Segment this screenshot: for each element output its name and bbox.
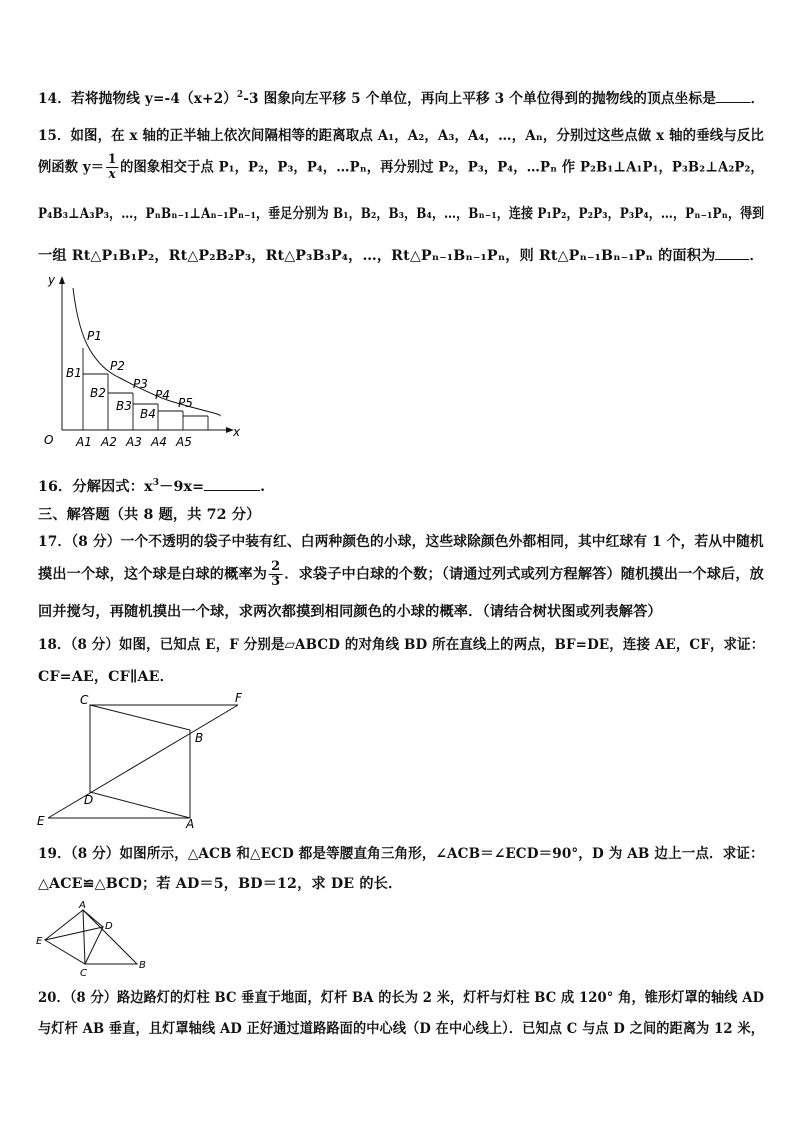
question-14 bbox=[38, 88, 764, 108]
question-19-line-1: 19．（8 分）如图所示，△ACB 和△ECD 都是等腰直角三角形，∠ACB＝∠ECD＝90°，D 为 AB 边上一点．求证： bbox=[38, 846, 764, 862]
q14-text-2: -3 图象向左平移 5 个单位，再向上平移 3 个单位得到的抛物线的顶点坐标是 bbox=[243, 91, 717, 107]
question-17-line-1: 17．（8 分）一个不透明的袋子中装有红、白两种颜色的小球，这些球除颜色外都相同，其中红球有 1 个，若从中随机 bbox=[38, 534, 764, 550]
answer-blank-14[interactable] bbox=[716, 90, 751, 103]
label-e: E bbox=[37, 814, 45, 828]
label-d: D bbox=[84, 793, 94, 807]
label-d: D bbox=[105, 921, 113, 932]
label-b: B bbox=[139, 960, 146, 971]
q15-end: ． bbox=[749, 248, 764, 264]
answer-blank-15[interactable] bbox=[715, 247, 749, 260]
label-p1: P1 bbox=[87, 329, 102, 343]
q16-end: . bbox=[260, 479, 266, 495]
question-16 bbox=[38, 476, 265, 496]
figure-19-triangles bbox=[35, 900, 155, 978]
question-18-line-2: CF=AE，CF∥AE． bbox=[38, 669, 174, 685]
label-a3: A3 bbox=[126, 435, 142, 449]
q15-text-a: 例函数 y＝ bbox=[38, 159, 105, 176]
question-20-line-2: 与灯杆 AB 垂直，且灯罩轴线 AD 正好通过道路路面的中心线（D 在中心线上）．已知点 C 与点 D 之间的距离为 12 米， bbox=[38, 1021, 765, 1037]
line-ef bbox=[48, 705, 238, 818]
question-15-line-1: 15．如图，在 x 轴的正半轴上依次间隔相等的距离取点 A₁，A₂，A₃，A₄，…，Aₙ，分别过这些点做 x 轴的垂线与反比 bbox=[38, 128, 764, 144]
fraction-numerator: 1 bbox=[107, 152, 117, 167]
label-f: F bbox=[235, 691, 242, 705]
parallelogram-abcd bbox=[90, 705, 190, 818]
fraction-denominator: x bbox=[108, 167, 116, 182]
q15-text-4: 一组 Rt△P₁B₁P₂，Rt△P₂B₂P₃，Rt△P₃B₃P₄，…，Rt△Pₙ₋₁Bₙ₋₁Pₙ，则 Rt△Pₙ₋₁Bₙ₋₁Pₙ 的面积为 bbox=[38, 248, 716, 264]
label-a: A bbox=[79, 900, 86, 911]
q14-text: 14．若将抛物线 y=-4（x+2） bbox=[38, 91, 238, 107]
question-15-line-2 bbox=[38, 153, 764, 182]
q16-text-b: －9x= bbox=[159, 479, 205, 495]
q16-exponent: 3 bbox=[152, 478, 160, 488]
segment-ad bbox=[83, 910, 103, 927]
question-19-line-2: △ACE≌△BCD；若 AD＝5，BD＝12，求 DE 的长． bbox=[38, 876, 403, 892]
fraction-numerator: 2 bbox=[271, 559, 281, 574]
answer-blank-16[interactable] bbox=[204, 478, 260, 491]
label-b3: B3 bbox=[116, 399, 132, 413]
label-a2: A2 bbox=[101, 435, 117, 449]
y-axis-arrow-icon bbox=[59, 276, 65, 284]
q17-text-a: 摸出一个球，这个球是白球的概率为 bbox=[38, 566, 268, 583]
question-15-line-4 bbox=[38, 245, 764, 265]
label-c: C bbox=[80, 968, 87, 978]
q17-text-b: ．求袋子中白球的个数；（请通过列式或列方程解答）随机摸出一个球后，放 bbox=[284, 566, 764, 583]
label-a: A bbox=[186, 817, 195, 830]
fraction-denominator: 3 bbox=[271, 574, 281, 589]
label-p3: P3 bbox=[133, 377, 148, 391]
label-p4: P4 bbox=[155, 388, 170, 402]
origin-label: O bbox=[44, 433, 54, 447]
q14-exponent: 2 bbox=[237, 90, 244, 100]
label-e: E bbox=[36, 936, 43, 947]
figure-15-hyperbola-graph bbox=[40, 270, 250, 455]
question-17-line-2 bbox=[38, 560, 764, 589]
figure-18-parallelogram bbox=[30, 690, 260, 830]
fraction-1-over-x bbox=[106, 153, 118, 182]
label-b4: B4 bbox=[140, 407, 156, 421]
label-a5: A5 bbox=[176, 435, 192, 449]
y-axis-label: y bbox=[48, 273, 56, 287]
label-c: C bbox=[80, 693, 89, 707]
q15-text-b: 的图象相交于点 P₁，P₂，P₃，P₄，…Pₙ，再分别过 P₂，P₃，P₄，…Pₙ 作 P₂B₁⊥A₁P₁，P₃B₂⊥A₂P₂， bbox=[120, 159, 764, 176]
label-b: B bbox=[195, 731, 204, 745]
label-b1: B1 bbox=[66, 366, 82, 380]
question-20-line-1: 20．（8 分）路边路灯的灯柱 BC 垂直于地面，灯杆 BA 的长为 2 米，灯杆与灯柱 BC 成 120° 角，锥形灯罩的轴线 AD bbox=[38, 990, 765, 1006]
q14-end: ． bbox=[750, 91, 765, 107]
x-axis-label: x bbox=[233, 425, 241, 439]
fraction-2-over-3 bbox=[269, 560, 282, 589]
label-a1: A1 bbox=[76, 435, 92, 449]
section-3-heading: 三、解答题（共 8 题，共 72 分） bbox=[38, 507, 261, 523]
label-a4: A4 bbox=[151, 435, 167, 449]
question-18-line-1: 18．（8 分）如图，已知点 E，F 分别是▱ABCD 的对角线 BD 所在直线上的两点，BF=DE，连接 AE，CF，求证： bbox=[38, 637, 765, 653]
label-b2: B2 bbox=[90, 386, 106, 400]
question-15-line-3: P₄B₃⊥A₃P₃，…，PₙBₙ₋₁⊥Aₙ₋₁Pₙ₋₁，垂足分别为 B₁，B₂，B₃，B₄，…，Bₙ₋₁，连接 P₁P₂，P₂P₃，P₃P₄，…，Pₙ₋₁Pₙ，得到 bbox=[38, 206, 765, 222]
q16-text-a: 16．分解因式：x bbox=[38, 479, 153, 495]
question-17-line-3: 回并搅匀，再随机摸出一个球，求两次都摸到相同颜色的小球的概率．（请结合树状图或列表解答） bbox=[38, 604, 662, 620]
triangle-acb bbox=[83, 910, 137, 964]
label-p5: P5 bbox=[178, 396, 193, 410]
label-p2: P2 bbox=[110, 359, 125, 373]
